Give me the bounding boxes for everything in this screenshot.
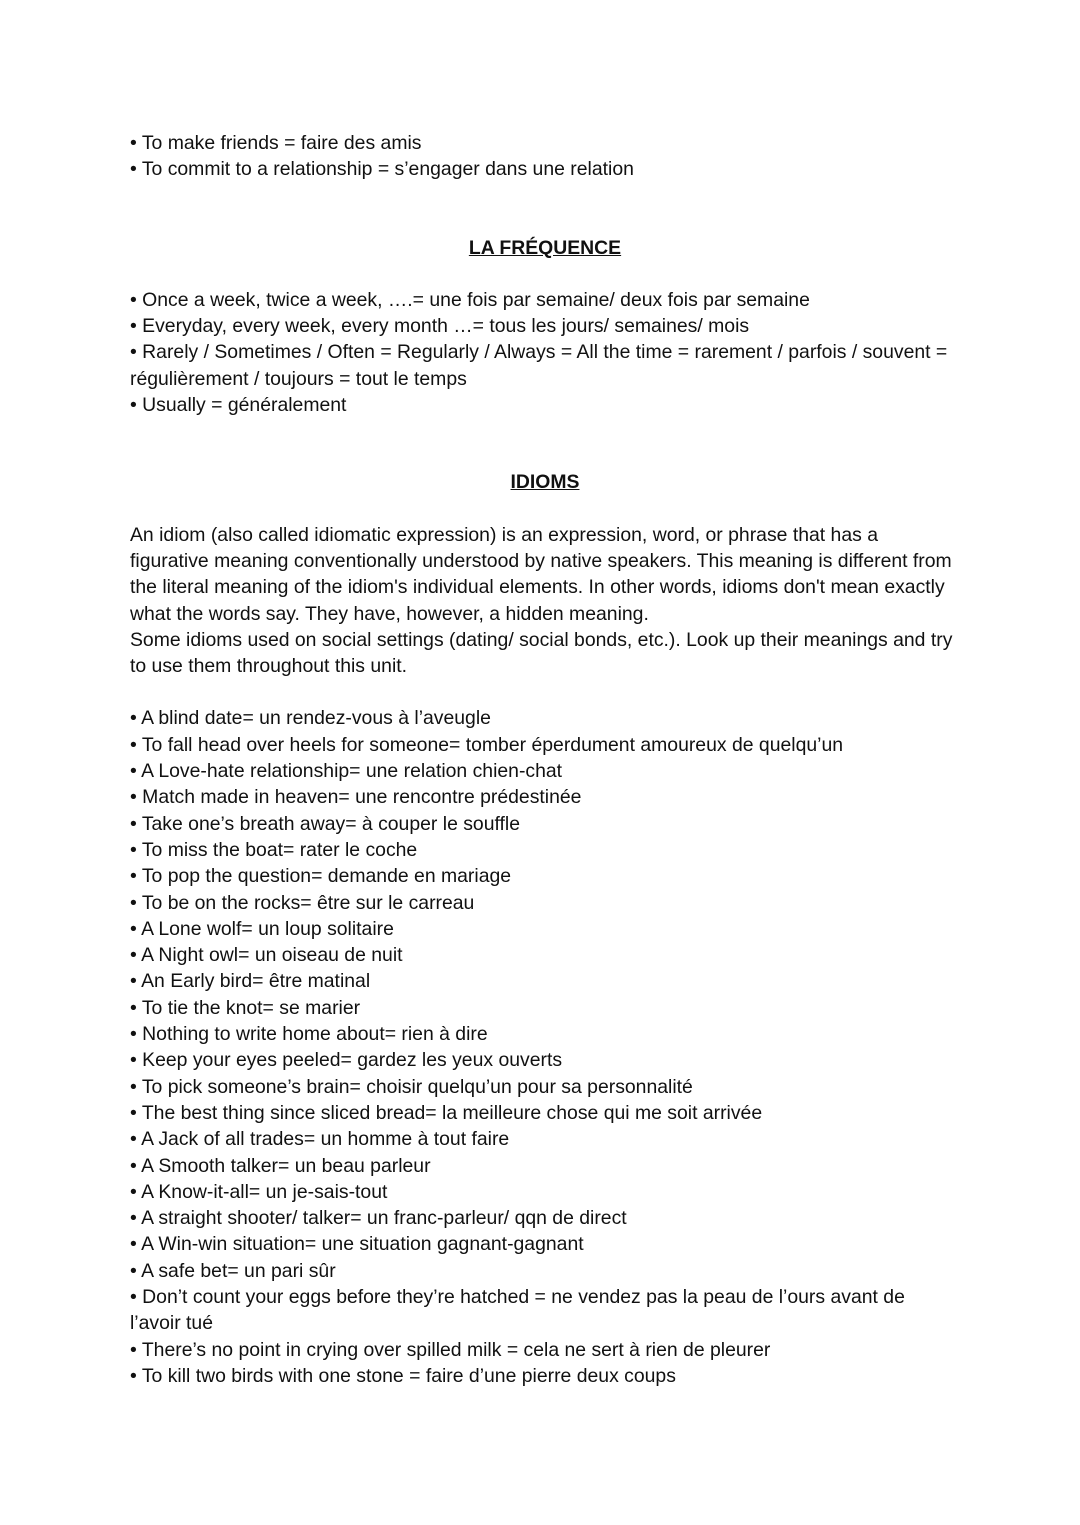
list-item: • Keep your eyes peeled= gardez les yeux ouverts xyxy=(130,1049,563,1072)
list-item: • An Early bird= être matinal xyxy=(130,970,371,993)
idioms-intro-paragraph: An idiom (also called idiomatic expression) is an expression, word, or phrase that has a figurative meaning conventionally understood by native speakers. This meaning is different from the literal meaning of the idiom's individual elements. In other words, idioms don't mean exactly what the words say. They have, however, a hidden meaning. xyxy=(130,523,952,625)
list-item: • To be on the rocks= être sur le carreau xyxy=(130,891,475,914)
section-heading-frequence: LA FRÉQUENCE xyxy=(468,236,622,259)
list-item: • To commit to a relationship = s’engager dans une relation xyxy=(130,158,634,181)
list-item: • Once a week, twice a week, ….= une fois par semaine/ deux fois par semaine xyxy=(130,288,810,311)
list-item: • A Know-it-all= un je-sais-tout xyxy=(130,1180,388,1203)
list-item: • A Night owl= un oiseau de nuit xyxy=(130,944,403,967)
list-item: • To fall head over heels for someone= tomber éperdument amoureux de quelqu’un xyxy=(130,733,844,756)
list-item: • A safe bet= un pari sûr xyxy=(130,1259,336,1282)
list-item: • The best thing since sliced bread= la meilleure chose qui me soit arrivée xyxy=(130,1101,763,1124)
section-heading-idioms: IDIOMS xyxy=(510,471,580,494)
list-item: • Rarely / Sometimes / Often = Regularly / Always = All the time = rarement / parfois / souvent = régulièrement / toujours = tout le temps xyxy=(130,341,948,390)
list-item: • Everyday, every week, every month …= tous les jours/ semaines/ mois xyxy=(130,315,750,338)
list-item: • Nothing to write home about= rien à dire xyxy=(130,1023,488,1046)
list-item: • Don’t count your eggs before they’re hatched = ne vendez pas la peau de l’ours avant de l’avoir tué xyxy=(130,1285,905,1335)
list-item: • There’s no point in crying over spilled milk = cela ne sert à rien de pleurer xyxy=(130,1338,771,1361)
list-item: • A Jack of all trades= un homme à tout faire xyxy=(130,1128,510,1151)
list-item: • Match made in heaven= une rencontre prédestinée xyxy=(130,786,582,809)
idioms-list xyxy=(130,705,960,1389)
list-item: • To miss the boat= rater le coche xyxy=(130,838,418,861)
list-item: • A straight shooter/ talker= un franc-parleur/ qqn de direct xyxy=(130,1207,627,1230)
list-item: • Take one’s breath away= à couper le souffle xyxy=(130,812,521,835)
frequence-list xyxy=(130,287,960,418)
list-item: • A Win-win situation= une situation gagnant-gagnant xyxy=(130,1233,584,1256)
list-item: • To make friends = faire des amis xyxy=(130,132,422,154)
list-item: • To pick someone’s brain= choisir quelqu’un pour sa personnalité xyxy=(130,1075,693,1098)
list-item: • To kill two birds with one stone = faire d’une pierre deux coups xyxy=(130,1364,676,1387)
list-item: • Usually = généralement xyxy=(130,394,347,417)
document-page xyxy=(130,130,960,1389)
list-item: • A Love-hate relationship= une relation chien-chat xyxy=(130,760,563,783)
list-item: • To pop the question= demande en mariage xyxy=(130,865,512,888)
intro-list xyxy=(130,130,960,183)
list-item: • A Smooth talker= un beau parleur xyxy=(130,1154,431,1177)
list-item: • A Lone wolf= un loup solitaire xyxy=(130,917,394,940)
list-item: • A blind date= un rendez-vous à l’aveugle xyxy=(130,707,491,730)
idioms-instructions-paragraph: Some idioms used on social settings (dating/ social bonds, etc.). Look up their meanings and try to use them throughout this unit. xyxy=(130,628,953,678)
list-item: • To tie the knot= se marier xyxy=(130,996,361,1019)
